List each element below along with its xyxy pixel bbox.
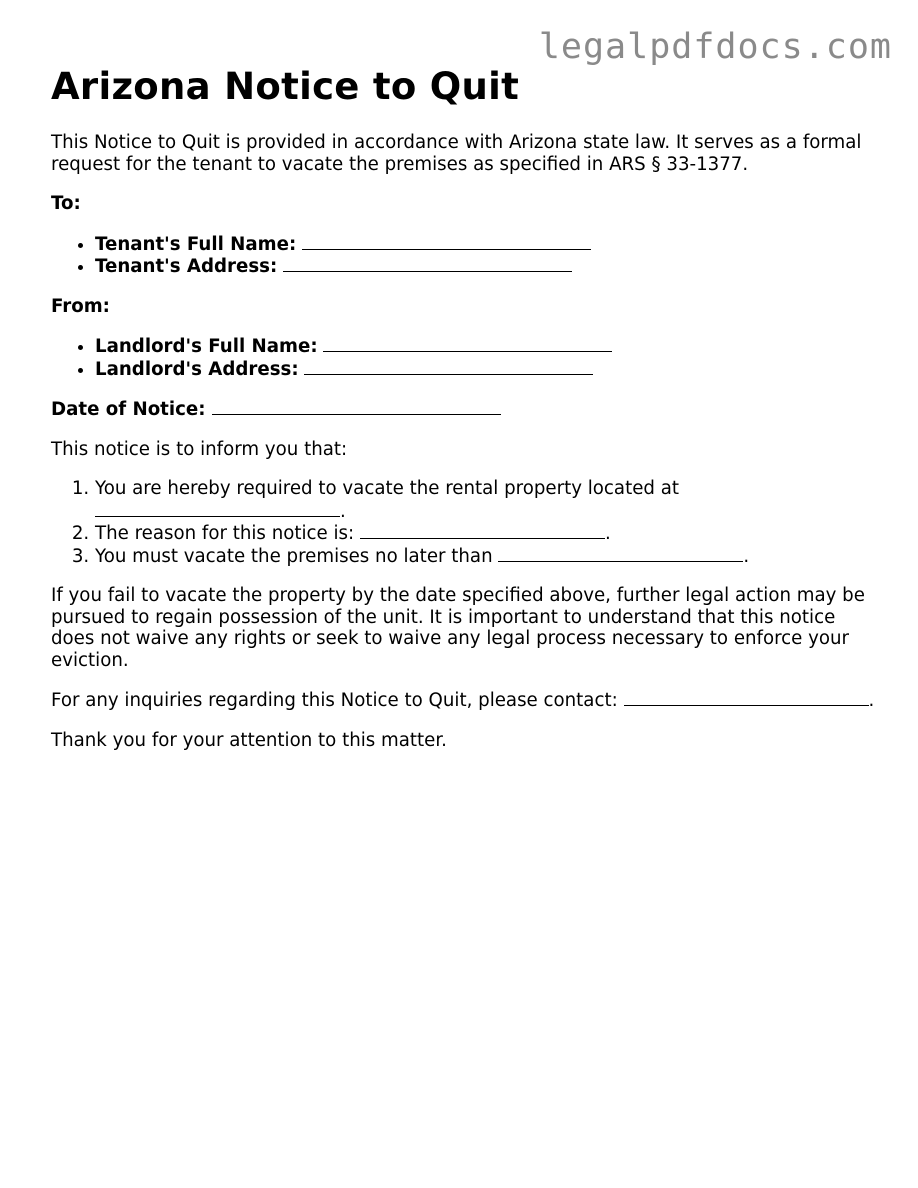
tenant-list bbox=[51, 233, 881, 278]
date-of-notice-field[interactable] bbox=[212, 398, 501, 415]
from-label: From: bbox=[51, 295, 110, 317]
date-of-notice-row bbox=[51, 398, 881, 421]
list-item bbox=[95, 335, 881, 358]
closing-text: Thank you for your attention to this matter. bbox=[51, 729, 447, 751]
to-label: To: bbox=[51, 193, 81, 214]
inform-text: This notice is to inform you that: bbox=[51, 438, 348, 460]
requirement-text: You are hereby required to vacate the rental property located at bbox=[95, 478, 679, 499]
tenant-name-field[interactable] bbox=[302, 233, 591, 250]
intro-paragraph: This Notice to Quit is provided in accordance with Arizona state law. It serves as a formal request for the tenant to vacate the premises as specified in ARS § 33-1377. bbox=[51, 132, 862, 175]
watermark: legalpdfdocs.com bbox=[538, 27, 892, 67]
list-item: 3. You must vacate the premises no later than . bbox=[95, 545, 881, 568]
landlord-name-field[interactable] bbox=[323, 335, 612, 352]
document-page bbox=[51, 64, 881, 751]
requirement-text: The reason for this notice is: bbox=[95, 523, 355, 544]
contact-field[interactable] bbox=[624, 689, 869, 706]
tenant-name-label: Tenant's Full Name: bbox=[95, 233, 297, 255]
landlord-name-label: Landlord's Full Name: bbox=[95, 336, 318, 357]
landlord-list bbox=[51, 335, 881, 380]
warning-paragraph: If you fail to vacate the property by the date specified above, further legal action may be pursued to regain possession of the unit. It is important to understand that this notice does not waive any rights or seek to waive any legal process necessary to enforce your eviction. bbox=[51, 585, 865, 671]
property-address-field[interactable] bbox=[95, 500, 340, 517]
list-item bbox=[95, 233, 881, 256]
contact-text: For any inquiries regarding this Notice to Quit, please contact: bbox=[51, 690, 618, 711]
list-item: 1. You are hereby required to vacate the rental property located at . bbox=[95, 478, 881, 522]
tenant-address-label: Tenant's Address: bbox=[95, 256, 278, 277]
list-item: 2. The reason for this notice is: . bbox=[95, 522, 881, 545]
document-title: Arizona Notice to Quit bbox=[51, 65, 520, 108]
reason-field[interactable] bbox=[360, 522, 605, 539]
requirement-text: You must vacate the premises no later than bbox=[95, 545, 493, 567]
vacate-date-field[interactable] bbox=[498, 545, 743, 562]
tenant-address-field[interactable] bbox=[283, 255, 572, 272]
requirements-list bbox=[51, 478, 881, 567]
landlord-address-field[interactable] bbox=[304, 358, 593, 375]
landlord-address-label: Landlord's Address: bbox=[95, 358, 299, 380]
contact-row: For any inquiries regarding this Notice to Quit, please contact: . bbox=[51, 690, 875, 711]
list-item bbox=[95, 358, 881, 381]
list-item bbox=[95, 255, 881, 278]
date-of-notice-label: Date of Notice: bbox=[51, 399, 206, 420]
